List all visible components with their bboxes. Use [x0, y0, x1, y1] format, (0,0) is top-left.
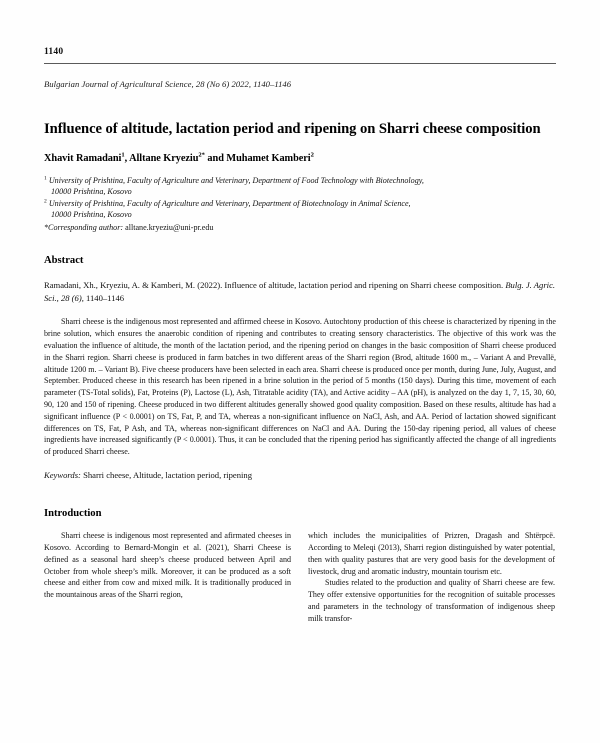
author-entry — [129, 153, 205, 164]
author-name: Xhavit Ramadani — [44, 152, 122, 164]
affiliation-marker: 1 — [44, 175, 47, 182]
introduction-right-column — [308, 530, 555, 625]
author-affiliation-marker: 2* — [198, 151, 205, 159]
affiliation-text-continued: 10000 Prishtina, Kosovo — [51, 210, 132, 220]
author-list — [44, 153, 556, 164]
author-separator: and — [204, 152, 227, 164]
paragraph: which includes the municipalities of Prizren, Dragash and Shtërpcë. According to Meleqi (2013), Sharri region distinguished by water potential, then with quality pastures that are very good basis for the development of livestock, drug and aromatic industry, mountain tourism etc. — [308, 531, 555, 576]
citation-suffix: , 1140–1146 — [81, 292, 125, 303]
author-separator: , — [124, 152, 130, 164]
article-title: Influence of altitude, lactation period and ripening on Sharri cheese composition — [44, 120, 541, 137]
abstract-citation — [44, 279, 556, 304]
citation-prefix: Ramadani, Xh., Kryeziu, A. & Kamberi, M. (2022). Influence of altitude, lactation period and ripening on Sharri cheese composition. — [44, 280, 506, 291]
affiliation-item — [44, 175, 556, 198]
corresponding-author-line — [44, 222, 556, 233]
author-affiliation-marker: 2 — [310, 151, 314, 159]
paragraph: Studies related to the production and quality of Sharri cheese are few. They offer extensive opportunities for the recognition of suitable processes and parameters in the technology of transformation of indigenous sheep milk transfor- — [308, 578, 555, 623]
corresponding-author-email[interactable]: alltane.kryeziu@uni-pr.edu — [125, 222, 214, 232]
author-entry — [44, 153, 125, 164]
keywords-label: Keywords: — [44, 470, 81, 481]
citation-journal: Bulg. J. Agric. Sci., 28 (6) — [44, 280, 556, 303]
affiliation-text-continued: 10000 Prishtina, Kosovo — [51, 187, 132, 197]
journal-reference-line: Bulgarian Journal of Agricultural Science, 28 (No 6) 2022, 1140–1146 — [44, 78, 292, 89]
affiliation-item — [44, 198, 556, 221]
header-rule — [44, 63, 556, 64]
page-number: 1140 — [44, 47, 64, 57]
abstract-body: Sharri cheese is the indigenous most represented and affirmed cheese in Kosovo. Autochtony production of this cheese is characterized by ripening in the brine solution, which ensures the anaerobic condition of ripening and contributes to creating sensory characteristics. The objective of this work was the evaluation the influence of altitude, the month of the lactation period, and the ripening period on changes in the basic composition of Sharri cheese produced in the Sharri region. Sharri cheese is produced in farm batches in two different areas of the Sharri region (Brod, altitude 1600 m., – Variant A and Prevallë, altitude 1200 m. – Variant B). Five cheese producers have been selected in each area. Sharri cheese is produced once per month, during June, July, August, and September. Produced cheese in this research has been ripened in a brine solution in the period of 5 months (150 days). During this time, movement of each parameter (TS-Total solids), Fat, Proteins (P), Lactose (L), Ash, Titratable acidity (TA), and Active acidity – AA (pH), is analyzed on the day 1, 7, 15, 30, 60, 90, 120 and 150 of ripening. Cheese produced in two different altitudes generally showed good quality composition. Based on these results, altitude has had a significant influence (P < 0.0001) on TS, Fat, P, and TA, whereas a non-significant influence on NaCl, Ash, and AA. Period of lactation showed significant differences on TS, Fat, P Ash, and TA, whereas non-significant differences on NaCl and AA. During the 150-day ripening period, all values of cheese ingredients have increased significantly (P < 0.0001). Thus, it can be concluded that the ripening period has significantly affected the change of all ingredients of produced Sharri cheese. — [44, 317, 556, 457]
author-affiliation-marker: 1 — [121, 151, 125, 159]
abstract-heading: Abstract — [44, 255, 84, 267]
affiliation-text: University of Prishtina, Faculty of Agriculture and Veterinary, Department of Food Technology with Biotechnology, — [48, 175, 424, 185]
introduction-heading: Introduction — [44, 508, 102, 520]
author-name: Alltane Kryeziu — [129, 152, 199, 164]
introduction-columns — [44, 530, 556, 625]
corresponding-author-label: *Corresponding author: — [44, 222, 124, 232]
keywords-line — [44, 470, 556, 480]
author-name: Muhamet Kamberi — [226, 152, 311, 164]
affiliation-marker: 2 — [44, 198, 47, 205]
affiliation-list — [44, 175, 556, 233]
author-entry — [226, 153, 313, 164]
paragraph: Sharri cheese is indigenous most represented and afirmated cheeses in Kosovo. According to Bernard-Mongin et al. (2021), Sharri Cheese is defined as a seasonal hard sheep’s cheese produced between April and October from whole sheep’s milk. Moreover, it can be produced as a soft cheese and either from cow and mixed milk. It is traditionally produced in the mountainous areas of the Sharri region, — [44, 531, 291, 600]
introduction-left-column — [44, 530, 291, 625]
keywords-value: Sharri cheese, Altitude, lactation period, ripening — [80, 470, 253, 481]
affiliation-text: University of Prishtina, Faculty of Agriculture and Veterinary, Department of Biotechnology in Animal Science, — [48, 198, 411, 208]
running-head — [44, 0, 556, 89]
